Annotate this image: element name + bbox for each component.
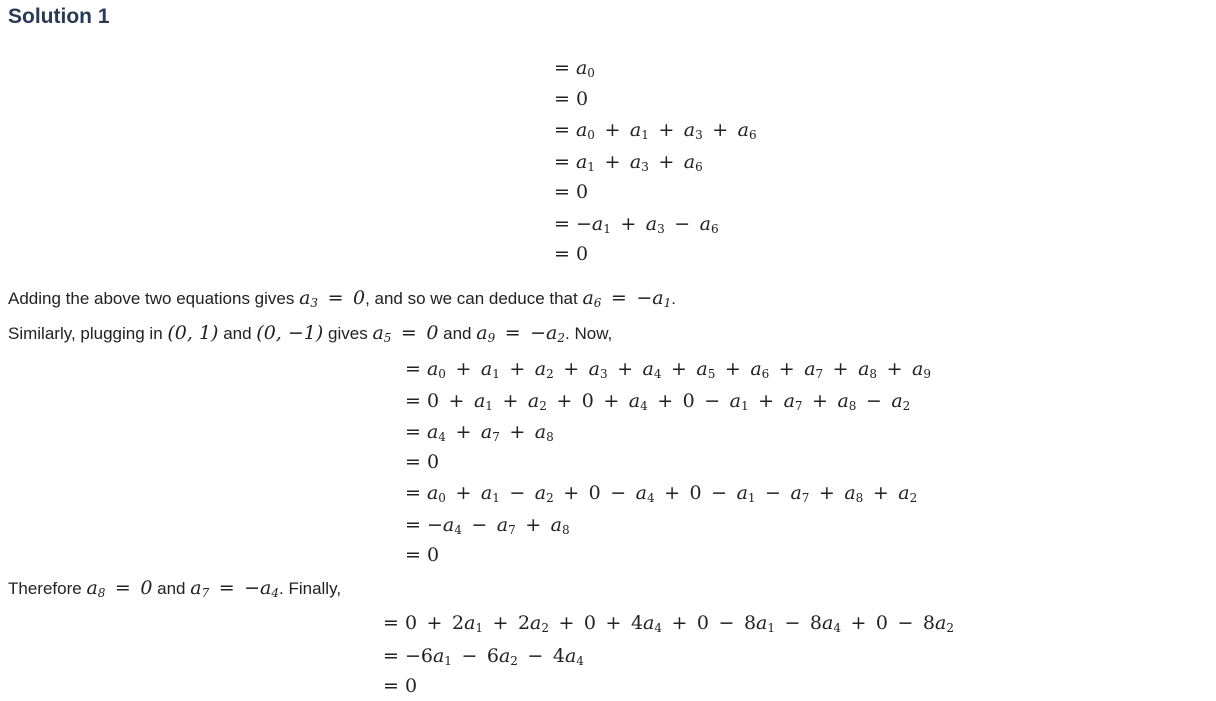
- equation-block-1-rhs: = $a_0$: [554, 57, 595, 80]
- para3-text-1: Therefore: [8, 579, 87, 598]
- para3-text-2: and: [152, 579, 191, 598]
- equation-block-1-rhs: = $a_1$ + $a_3$ + $a_6$: [554, 151, 703, 174]
- equation-block-2-rhs: = $a_0$ + $a_1$ + $a_2$ + $a_3$ + $a_4$ + $a_5$ + $a_6$ + $a_7$ + $a_8$ + $a_9$: [405, 358, 931, 381]
- para2-math-1: (0, 1): [167, 322, 219, 344]
- para2-text-5: . Now,: [565, 324, 613, 343]
- para2-math-3: $a_5$ = 0: [372, 322, 439, 345]
- equation-block-2-rhs: = $a_0$ + $a_1$ − $a_2$ + 0 − $a_4$ + 0 − $a_1$ − $a_7$ + $a_8$ + $a_2$: [405, 482, 918, 505]
- para2-text-4: and: [438, 324, 477, 343]
- para1-text-3: .: [671, 289, 676, 308]
- para2-math-4: $a_9$ = $-a_2$: [476, 322, 566, 345]
- equation-block-1-rhs: = 0: [554, 88, 589, 110]
- equation-block-2-rhs: = 0: [405, 544, 440, 566]
- equation-block-2-rhs: = 0 + $a_1$ + $a_2$ + 0 + $a_4$ + 0 − $a_1$ + $a_7$ + $a_8$ − $a_2$: [405, 390, 911, 413]
- para1-math-1: $a_3$ = 0: [299, 287, 366, 310]
- equation-block-1-rhs: = $-a_1$ + $a_3$ − $a_6$: [554, 213, 719, 236]
- equation-block-2-rhs: = $-a_4$ − $a_7$ + $a_8$: [405, 514, 570, 537]
- equation-block-2-rhs: = $a_4$ + $a_7$ + $a_8$: [405, 421, 554, 444]
- equation-block-1-rhs: = $a_0$ + $a_1$ + $a_3$ + $a_6$: [554, 119, 757, 142]
- para3-text-3: . Finally,: [279, 579, 342, 598]
- paragraph-2: [8, 322, 612, 344]
- para2-math-2: (0, −1): [256, 322, 324, 344]
- para1-text-1: Adding the above two equations gives: [8, 289, 300, 308]
- equation-block-1-rhs: = 0: [554, 243, 589, 265]
- para2-text-3: gives: [323, 324, 373, 343]
- para3-math-1: $a_8$ = 0: [86, 577, 153, 600]
- para1-text-2: , and so we can deduce that: [365, 289, 583, 308]
- equation-block-3-rhs: = $-6a_1$ − $6a_2$ − $4a_4$: [383, 645, 584, 668]
- equation-block-2-rhs: = 0: [405, 451, 440, 473]
- para1-math-2: $a_6$ = $-a_1$: [582, 287, 672, 310]
- equation-block-3-rhs: = 0: [383, 675, 418, 697]
- para2-text-1: Similarly, plugging in: [8, 324, 168, 343]
- equation-block-1-rhs: = 0: [554, 181, 589, 203]
- solution-title: Solution 1: [8, 5, 110, 28]
- paragraph-1: [8, 287, 676, 309]
- para2-text-2: and: [218, 324, 257, 343]
- paragraph-3: [8, 577, 341, 599]
- para3-math-2: $a_7$ = $-a_4$: [190, 577, 280, 600]
- equation-block-3-rhs: = 0 + $2a_1$ + $2a_2$ + 0 + $4a_4$ + 0 − $8a_1$ − $8a_4$ + 0 − $8a_2$: [383, 612, 954, 635]
